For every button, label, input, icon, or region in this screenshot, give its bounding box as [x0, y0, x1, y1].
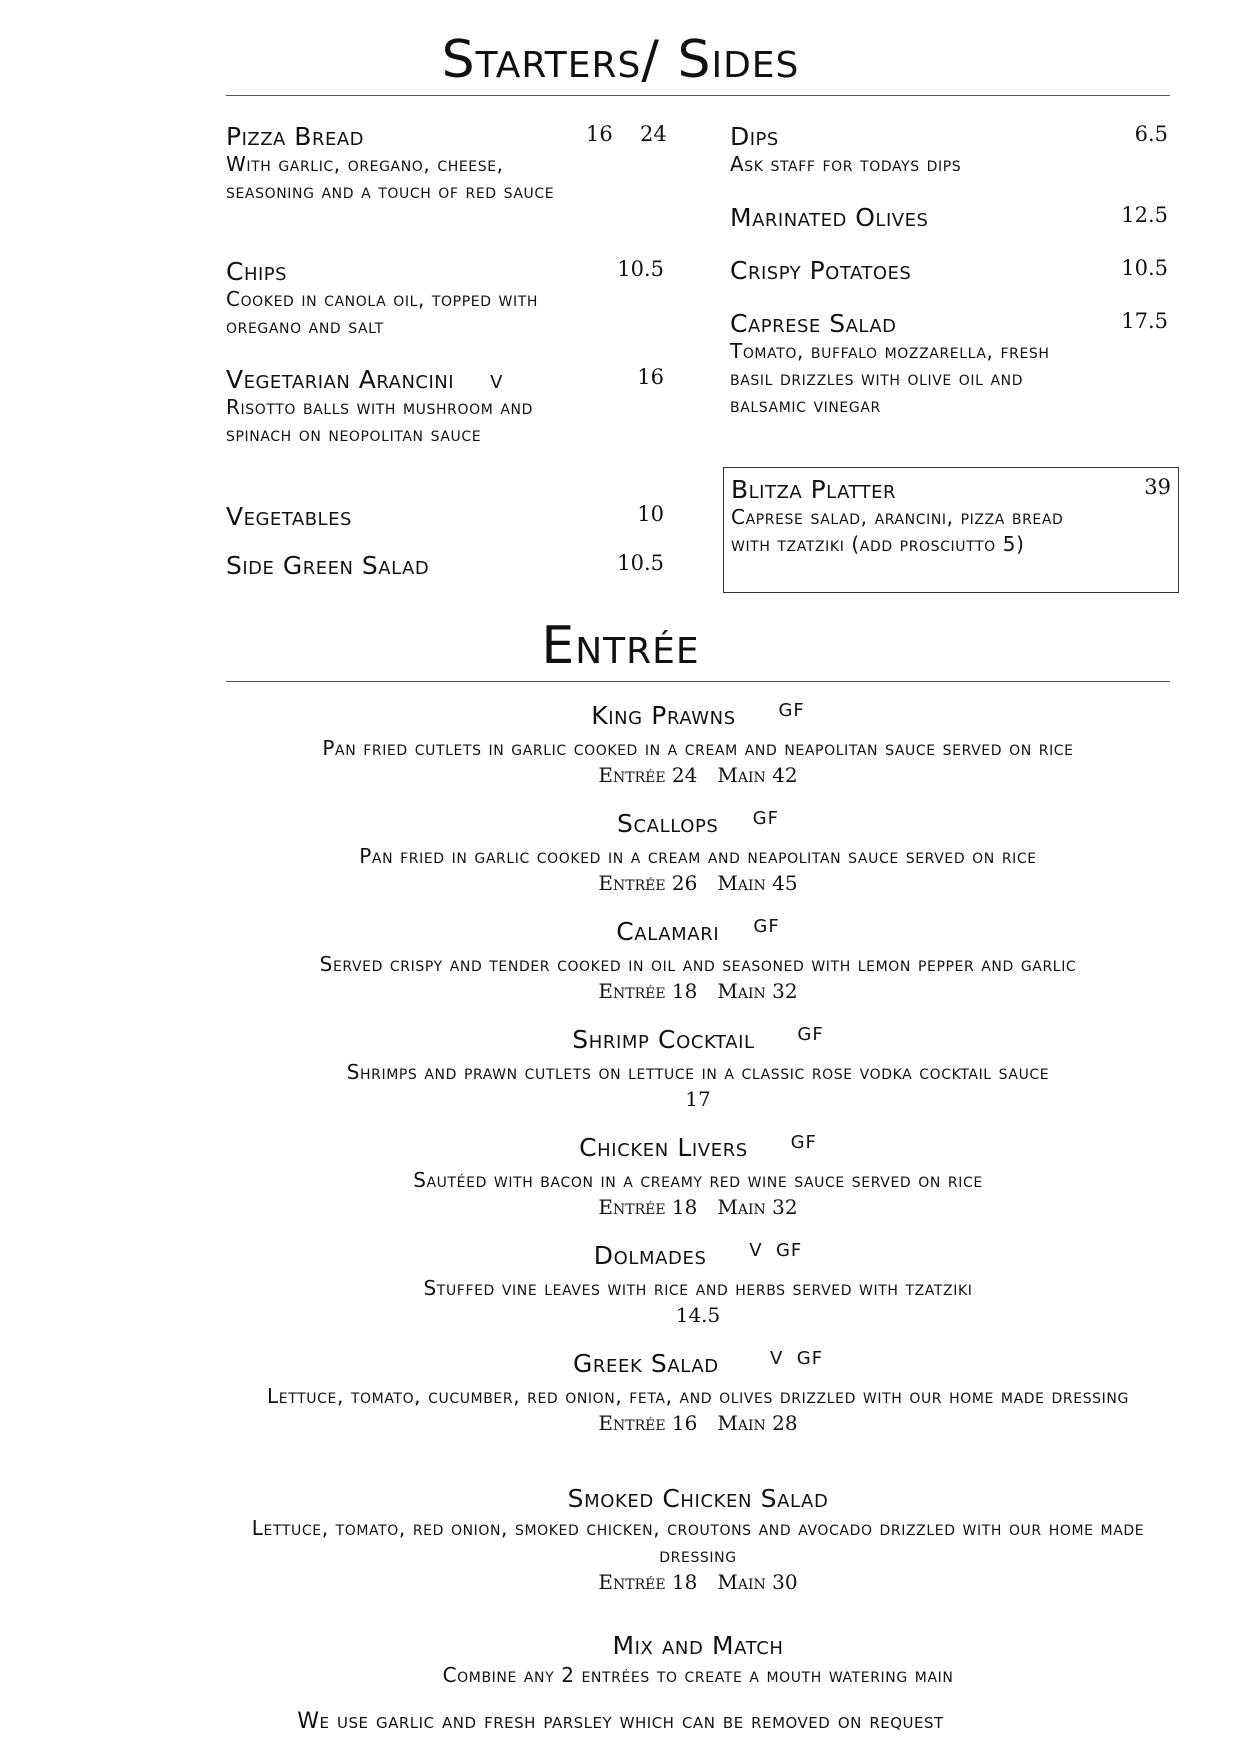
entree-item-scallops	[226, 808, 1170, 897]
platter-box	[723, 467, 1179, 593]
diet-tags: V GF	[770, 1348, 824, 1369]
entree-item-calamari	[226, 916, 1170, 1005]
vegetarian-tag: V	[490, 372, 504, 393]
menu-item-vegetarian-arancini	[226, 365, 666, 448]
item-name: Greek Salad	[572, 1349, 719, 1378]
gluten-free-tag: GF	[797, 1024, 824, 1045]
item-name: Pizza Bread	[226, 122, 365, 151]
menu-item-marinated-olives	[730, 203, 1170, 232]
main-price: Main 42	[717, 763, 798, 787]
menu-item-dips	[730, 122, 1170, 178]
entree-item-chicken-livers	[226, 1132, 1170, 1221]
item-name: Crispy Potatoes	[730, 256, 912, 285]
diet-tags: V GF	[749, 1240, 803, 1261]
entree-price: Entrée 16	[598, 1411, 698, 1435]
item-price: 17.5	[1121, 309, 1168, 333]
item-name: Marinated Olives	[730, 203, 929, 232]
gluten-free-tag: GF	[752, 808, 779, 829]
entree-item-dolmades	[226, 1240, 1170, 1329]
item-name: Smoked Chicken Salad	[567, 1484, 829, 1513]
menu-item-pizza-bread	[226, 122, 666, 205]
item-name: Dolmades	[593, 1241, 707, 1270]
item-name: Vegetables	[226, 502, 352, 531]
entree-divider	[226, 681, 1170, 682]
entree-item-king-prawns	[226, 700, 1170, 789]
item-name: Vegetarian Arancini	[226, 365, 455, 394]
item-price-small: 16	[586, 122, 613, 146]
item-description: Lettuce, tomato, red onion, smoked chicken, croutons and avocado drizzled with our home made dressing	[251, 1516, 1145, 1567]
item-name: Blitza Platter	[731, 475, 897, 504]
item-description: Sautéed with bacon in a creamy red wine sauce served on rice	[413, 1168, 983, 1192]
item-price: 6.5	[1134, 122, 1168, 146]
item-price-large: 24	[640, 122, 667, 146]
item-name: Mix and Match	[612, 1631, 784, 1660]
item-description: Tomato, buffalo mozzarella, fresh basil drizzles with olive oil and balsamic vinegar	[730, 339, 1050, 417]
starters-divider	[226, 95, 1170, 96]
item-price: 17	[685, 1087, 711, 1111]
main-price: Main 30	[717, 1570, 798, 1594]
item-name: King Prawns	[591, 701, 736, 730]
menu-item-chips	[226, 257, 666, 340]
entree-title: Entrée	[541, 616, 700, 676]
starters-title: Starters/ Sides	[441, 30, 800, 90]
item-description: Pan fried in garlic cooked in a cream and neapolitan sauce served on rice	[359, 844, 1037, 868]
item-name: Chips	[226, 257, 288, 286]
menu-item-vegetables	[226, 502, 666, 531]
entree-item-greek-salad	[226, 1348, 1170, 1437]
menu-item-caprese-salad	[730, 309, 1170, 419]
item-price: 10.5	[617, 257, 664, 281]
gluten-free-tag: GF	[753, 916, 780, 937]
item-name: Caprese Salad	[730, 309, 897, 338]
gluten-free-tag: GF	[778, 700, 805, 721]
item-description: Caprese salad, arancini, pizza bread with tzatziki (add prosciutto 5)	[731, 505, 1064, 556]
item-description: Combine any 2 entrées to create a mouth watering main	[442, 1663, 954, 1687]
main-price: Main 32	[717, 979, 798, 1003]
item-price: 39	[1144, 475, 1171, 499]
item-name: Dips	[730, 122, 779, 151]
item-name: Side Green Salad	[226, 551, 430, 580]
item-description: Pan fried cutlets in garlic cooked in a cream and neapolitan sauce served on rice	[322, 736, 1074, 760]
item-description: With garlic, oregano, cheese, seasoning and a touch of red sauce	[226, 152, 555, 203]
item-description: Lettuce, tomato, cucumber, red onion, feta, and olives drizzled with our home made dressing	[267, 1384, 1129, 1408]
main-price: Main 28	[717, 1411, 798, 1435]
entree-price: Entrée 18	[598, 1570, 698, 1594]
item-description: Served crispy and tender cooked in oil and seasoned with lemon pepper and garlic	[319, 952, 1077, 976]
item-price: 10.5	[617, 551, 664, 575]
item-price: 12.5	[1121, 203, 1168, 227]
item-description: Risotto balls with mushroom and spinach on neopolitan sauce	[226, 395, 533, 446]
menu-item-crispy-potatoes	[730, 256, 1170, 285]
entree-price: Entrée 18	[598, 1195, 698, 1219]
item-description: Stuffed vine leaves with rice and herbs served with tzatziki	[423, 1276, 973, 1300]
item-name: Scallops	[617, 809, 719, 838]
item-description: Cooked in canola oil, topped with oregano and salt	[226, 287, 538, 338]
item-description: Shrimps and prawn cutlets on lettuce in a classic rose vodka cocktail sauce	[346, 1060, 1050, 1084]
menu-item-blitza-platter	[731, 475, 1171, 558]
entree-item-shrimp-cocktail	[226, 1024, 1170, 1113]
entree-item-mix-and-match	[226, 1630, 1170, 1689]
item-name: Chicken Livers	[579, 1133, 748, 1162]
entree-price: Entrée 18	[598, 979, 698, 1003]
entree-price: Entrée 24	[598, 763, 698, 787]
entree-item-smoked-chicken-salad	[226, 1483, 1170, 1596]
entree-price: Entrée 26	[598, 871, 698, 895]
item-price: 16	[637, 365, 664, 389]
item-price: 10	[637, 502, 664, 526]
item-name: Calamari	[616, 917, 720, 946]
menu-item-side-green-salad	[226, 551, 666, 580]
main-price: Main 32	[717, 1195, 798, 1219]
garlic-parsley-note: We use garlic and fresh parsley which can be removed on request	[297, 1709, 944, 1734]
gluten-free-tag: GF	[790, 1132, 817, 1153]
main-price: Main 45	[717, 871, 798, 895]
item-price: 14.5	[675, 1303, 721, 1327]
item-description: Ask staff for todays dips	[730, 152, 962, 176]
item-name: Shrimp Cocktail	[572, 1025, 755, 1054]
item-price: 10.5	[1121, 256, 1168, 280]
